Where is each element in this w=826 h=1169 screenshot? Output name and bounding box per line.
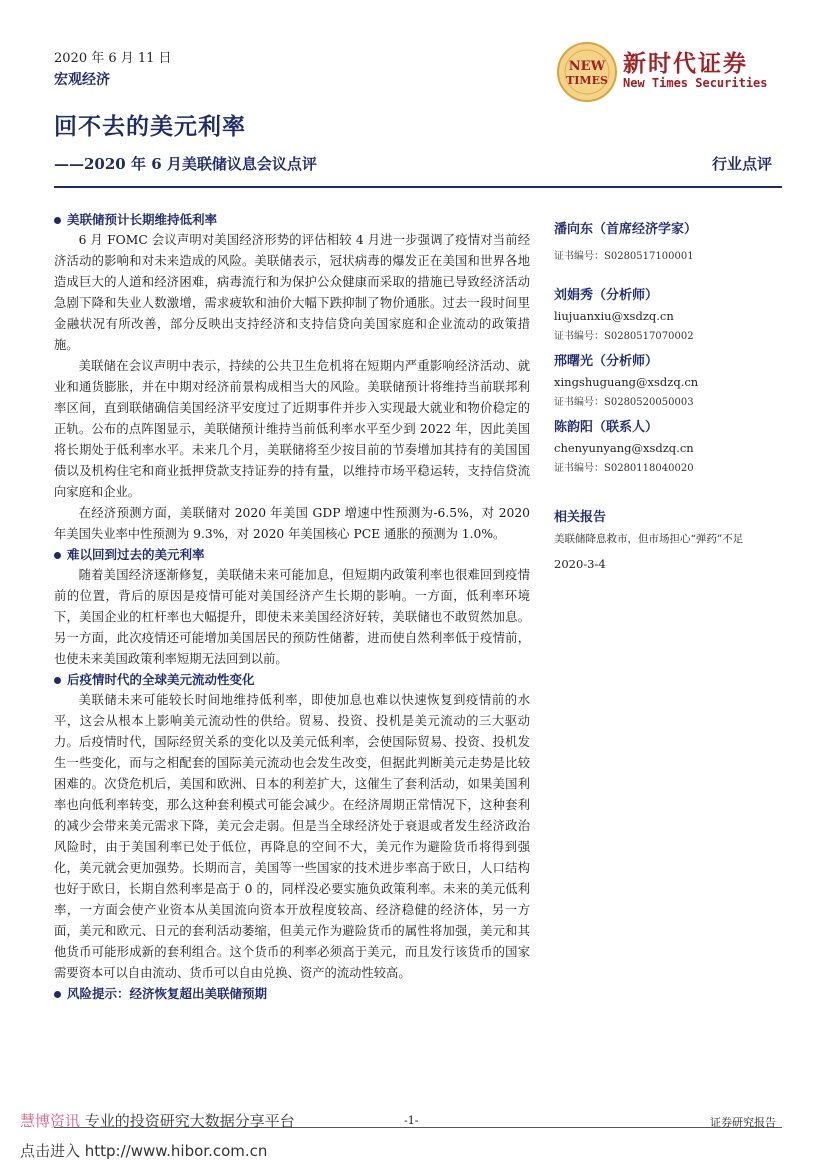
bullet-icon bbox=[54, 217, 61, 224]
analyst-name: 潘向东（首席经济学家） bbox=[554, 222, 698, 237]
analyst-card bbox=[554, 218, 780, 284]
analyst-card bbox=[554, 416, 780, 482]
section-3 bbox=[54, 670, 530, 984]
svg-text:NEW: NEW bbox=[568, 59, 606, 74]
brand-name-cn: 新时代证券 bbox=[623, 50, 748, 77]
analyst-cert: 证书编号：S0280118040020 bbox=[554, 463, 694, 474]
analyst-card bbox=[554, 284, 780, 350]
footer-label: 证券研究报告 bbox=[710, 1116, 776, 1129]
section-heading: 后疫情时代的全球美元流动性变化 bbox=[54, 670, 530, 690]
footer-link[interactable]: 点击进入 http://www.hibor.com.cn bbox=[20, 1142, 268, 1160]
related-heading: 相关报告 bbox=[554, 510, 607, 525]
related-report-link[interactable]: 美联储降息救市，但市场担心“弹药”不足 bbox=[554, 533, 744, 545]
page-number: -1- bbox=[404, 1114, 419, 1127]
watermark-brand: 慧博资讯 bbox=[20, 1112, 81, 1130]
paragraph: 6 月 FOMC 会议声明对美国经济形势的评估相较 4 月进一步强调了疫情对当前经济活动的影响和对未来造成的风险。美联储表示，冠状病毒的爆发正在美国和世界各地造成巨大的人道和经济困难，病毒流行和为保护公众健康而采取的措施已导致经济活动急剧下降和失业人数激增，需求疲软和油价大幅下跌抑制了物价通胀。过去一段时间里金融状况有所改善，部分反映出支持经济和支持信贷向美国家庭和企业流动的政策措施。 bbox=[54, 233, 530, 352]
report-title: 回不去的美元利率 bbox=[54, 113, 246, 140]
related-report-date: 2020-3-4 bbox=[554, 557, 606, 571]
section-heading: 风险提示：经济恢复超出美联储预期 bbox=[54, 984, 530, 1004]
paragraph: 美联储未来可能较长时间地维持低利率，即使加息也难以快速恢复到疫情前的水平，这会从根本上影响美元流动性的供给。贸易、投资、投机是美元流动的三大驱动力。后疫情时代，国际经贸关系的变化以及美元低利率，会使国际贸易、投资、投机发生一些变化，而与之相配套的国际美元流动也会发生改变，但据此判断美元走势是比较困难的。次贷危机后，美国和欧洲、日本的利差扩大，这催生了套利活动，如果美国利率也向低利率转变，那么这种套利模式可能会减少。在经济周期正常情况下，这种套利的减少会带来美元需求下降，美元会走弱。但是当全球经济处于衰退或者发生经济政治风险时，由于美国利率已处于低位，再降息的空间不大，美元作为避险货币将得到强化，美元就会更加强势。长期而言，美国等一些国家的技术进步率高于欧日，人口结构也好于欧日，长期自然利率是高于 0 的，同样没必要实施负政策利率。未来的美元低利率，一方面会使产业资本从美国流向资本开放程度较高、经济稳健的经济体，另一方面，美元和欧元、日元的套利活动萎缩，但美元作为避险货币的属性将加强，美元和其他货币可能形成新的套利组合。这个货币的利率必须高于美元，而且发行该货币的国家需要资本可以自由流动、货币可以自由兑换、资产的流动性较高。 bbox=[54, 693, 530, 980]
analyst-email[interactable]: chenyunyang@xsdzq.cn bbox=[554, 441, 694, 455]
analyst-email[interactable]: liujuanxiu@xsdzq.cn bbox=[554, 309, 674, 323]
bullet-icon bbox=[54, 552, 61, 559]
bullet-icon bbox=[54, 677, 61, 684]
analyst-name: 陈韵阳（联系人） bbox=[554, 420, 659, 435]
new-times-logo-icon bbox=[555, 40, 619, 104]
analyst-cert: 证书编号：S0280517100001 bbox=[554, 251, 694, 262]
related-reports bbox=[554, 506, 780, 571]
paragraph: 在经济预测方面，美联储对 2020 年美国 GDP 增速中性预测为-6.5%，对 2020 年美国失业率中性预测为 9.3%，对 2020 年美国核心 PCE 通胀的预测为 1.0%。 bbox=[54, 506, 530, 541]
analyst-card bbox=[554, 350, 780, 416]
section-1 bbox=[54, 210, 530, 545]
analyst-name: 刘娟秀（分析师） bbox=[554, 288, 659, 303]
analyst-name: 邢曙光（分析师） bbox=[554, 354, 659, 369]
analyst-cert: 证书编号：S0280517070002 bbox=[554, 331, 694, 342]
footer-watermark bbox=[20, 1110, 295, 1131]
section-2 bbox=[54, 545, 530, 670]
brand-name-en: New Times Securities bbox=[623, 76, 768, 90]
section-4 bbox=[54, 984, 530, 1004]
analyst-cert: 证书编号：S0280520050003 bbox=[554, 397, 694, 408]
bullet-icon bbox=[54, 991, 61, 998]
main-column bbox=[54, 210, 530, 1004]
analyst-email[interactable]: xingshuguang@xsdzq.cn bbox=[554, 375, 699, 389]
svg-text:TIMES: TIMES bbox=[566, 74, 608, 87]
side-column bbox=[554, 218, 780, 571]
section-heading: 难以回到过去的美元利率 bbox=[54, 545, 530, 565]
report-date: 2020 年 6 月 11 日 bbox=[54, 51, 172, 66]
watermark-slogan: 专业的投资研究大数据分享平台 bbox=[84, 1112, 295, 1130]
header-divider bbox=[54, 186, 782, 188]
report-category: 宏观经济 bbox=[54, 72, 110, 88]
report-type: 行业点评 bbox=[711, 155, 772, 173]
paragraph: 随着美国经济逐渐修复，美联储未来可能加息，但短期内政策利率也很难回到疫情前的位置，背后的原因是疫情可能对美国经济产生长期的影响。一方面，低利率环境下，美国企业的杠杆率也大幅提升，即使未来美国经济好转，美联储也不敢贸然加息。另一方面，此次疫情还可能增加美国居民的预防性储蓄，进而使自然利率低于疫情前，也使未来美国政策利率短期无法回到以前。 bbox=[54, 568, 530, 666]
paragraph: 美联储在会议声明中表示，持续的公共卫生危机将在短期内严重影响经济活动、就业和通货膨胀，并在中期对经济前景构成相当大的风险。美联储预计将维持当前联邦利率区间，直到联储确信美国经济平安度过了近期事件并步入实现最大就业和物价稳定的正轨。公布的点阵图显示，美联储预计维持当前低利率水平至少到 2022 年，因此美国将长期处于低利率水平。未来几个月，美联储将至少按目前的节奏增加其持有的美国国债以及机构住宅和商业抵押贷款支持证券的持有量，以维持市场平稳运转，支持信贷流向家庭和企业。 bbox=[54, 359, 530, 499]
section-heading: 美联储预计长期维持低利率 bbox=[54, 210, 530, 230]
report-subtitle: ——2020 年 6 月美联储议息会议点评 bbox=[54, 155, 317, 173]
